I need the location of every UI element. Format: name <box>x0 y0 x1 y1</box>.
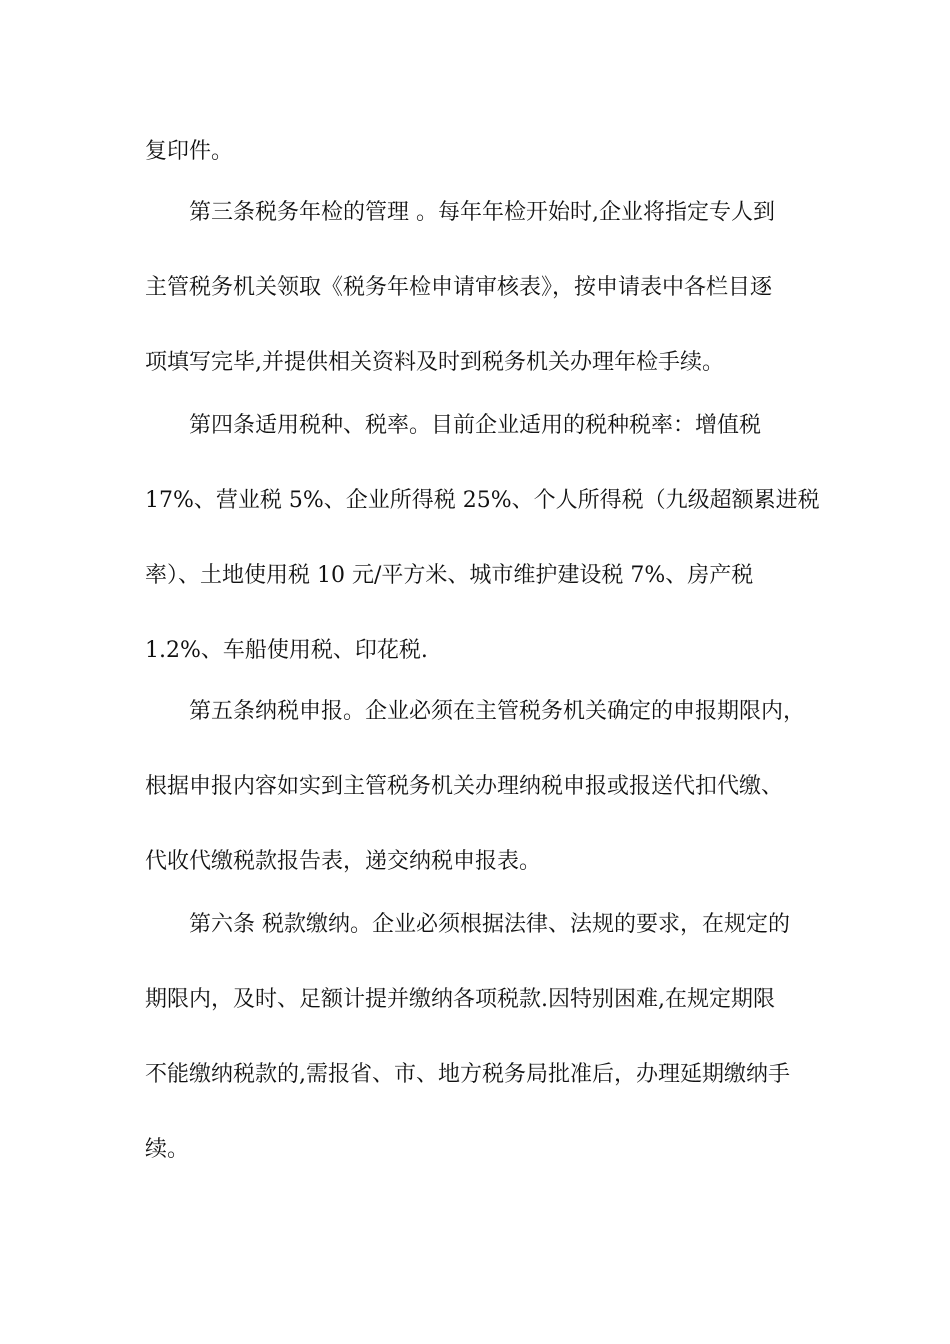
paragraph-line: 第四条适用税种、税率。目前企业适用的税种税率：增值税 <box>189 413 762 438</box>
paragraph-line: 代收代缴税款报告表，递交纳税申报表。 <box>145 849 542 874</box>
paragraph-line: 率）、土地使用税 10 元/平方米、城市维护建设税 7%、房产税 <box>145 563 754 588</box>
paragraph-line: 复印件。 <box>145 139 234 164</box>
paragraph-line: 第六条 税款缴纳。企业必须根据法律、法规的要求，在规定的 <box>189 912 790 937</box>
paragraph-line: 1.2%、车船使用税、印花税. <box>145 638 428 663</box>
paragraph-line: 主管税务机关领取《税务年检申请审核表》，按申请表中各栏目逐 <box>145 275 773 300</box>
paragraph-line: 项填写完毕,并提供相关资料及时到税务机关办理年检手续。 <box>145 350 724 375</box>
paragraph-line: 不能缴纳税款的,需报省、市、地方税务局批准后，办理延期缴纳手 <box>145 1062 790 1087</box>
paragraph-line: 根据申报内容如实到主管税务机关办理纳税申报或报送代扣代缴、 <box>145 774 784 799</box>
paragraph-line: 第三条税务年检的管理 。每年年检开始时,企业将指定专人到 <box>189 200 775 225</box>
paragraph-line: 第五条纳税申报。企业必须在主管税务机关确定的申报期限内， <box>189 699 806 724</box>
paragraph-line: 续。 <box>145 1137 190 1162</box>
paragraph-line: 期限内，及时、足额计提并缴纳各项税款.因特别困难,在规定期限 <box>145 987 775 1012</box>
paragraph-line: 17%、营业税 5%、企业所得税 25%、个人所得税（九级超额累进税 <box>145 488 820 513</box>
